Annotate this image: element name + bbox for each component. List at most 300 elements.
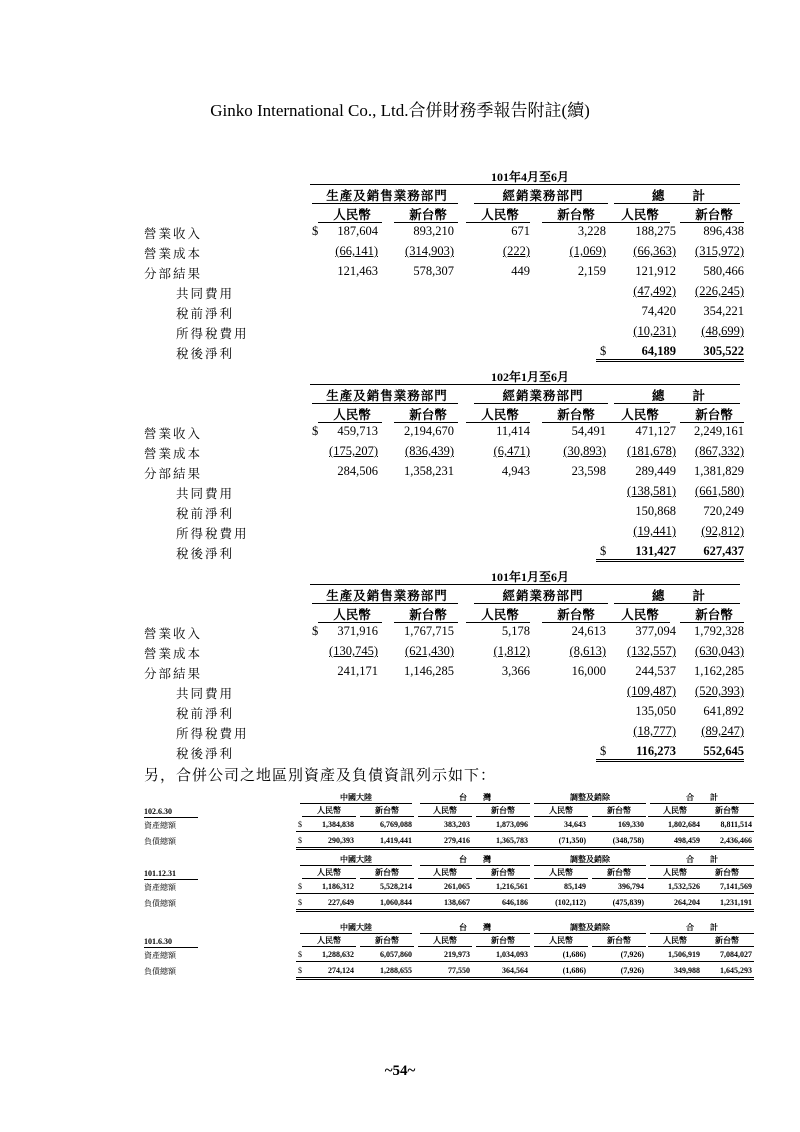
currency-header: 人民幣	[317, 806, 341, 815]
currency-rule	[394, 222, 458, 223]
period-rule	[310, 384, 740, 385]
currency-rule	[418, 946, 472, 947]
geo-table	[0, 792, 800, 852]
table-cell: 1,231,191	[720, 898, 752, 907]
table-cell: 671	[511, 224, 530, 238]
geo-group-header: 台 灣	[459, 923, 491, 932]
table-cell: 354,221	[703, 304, 744, 318]
table-cell: (1,069)	[569, 244, 606, 258]
row-label: 分部結果	[144, 267, 203, 281]
table-row	[0, 644, 800, 664]
geo-group-header: 台 灣	[459, 793, 491, 802]
table-cell: 449	[511, 264, 530, 278]
table-cell: 121,912	[635, 264, 676, 278]
period-rule	[310, 584, 740, 585]
segment-table	[0, 568, 800, 768]
segment-group-header: 生產及銷售業務部門	[326, 389, 448, 403]
table-cell: 150,868	[635, 504, 676, 518]
table-cell: 1,358,231	[404, 464, 454, 478]
table-cell: (661,580)	[695, 484, 744, 498]
row-label: 稅前淨利	[176, 307, 235, 321]
table-cell: 552,645	[664, 744, 744, 762]
currency-header: 人民幣	[663, 806, 687, 815]
table-row	[0, 724, 800, 744]
table-cell: 290,393	[328, 836, 354, 845]
group-rule	[312, 403, 458, 404]
table-cell: (226,245)	[695, 284, 744, 298]
row-rule	[296, 909, 754, 912]
row-label: 共同費用	[176, 287, 235, 301]
currency-header: 新台幣	[409, 608, 447, 622]
table-cell: 2,194,670	[404, 424, 454, 438]
geo-row-label: 負債總額	[144, 899, 176, 908]
segment-table	[0, 168, 800, 368]
currency-rule	[542, 422, 606, 423]
group-rule	[614, 203, 740, 204]
table-cell: 498,459	[674, 836, 700, 845]
currency-rule	[700, 946, 754, 947]
table-row	[0, 664, 800, 684]
table-cell: 1,146,285	[404, 664, 454, 678]
currency-symbol: $	[298, 836, 302, 845]
table-cell: 187,604	[337, 224, 378, 238]
table-cell: 34,643	[564, 820, 586, 829]
table-cell: (10,231)	[633, 324, 676, 338]
currency-header: 新台幣	[375, 868, 399, 877]
table-cell: 1,060,844	[380, 898, 412, 907]
table-cell: 4,943	[501, 464, 530, 478]
table-cell: (66,363)	[633, 244, 676, 258]
table-cell: 244,537	[635, 664, 676, 678]
table-row	[0, 524, 800, 544]
table-cell: 720,249	[703, 504, 744, 518]
currency-rule	[360, 946, 414, 947]
group-rule	[534, 865, 646, 866]
table-cell: (71,350)	[558, 836, 586, 845]
period-rule	[310, 184, 740, 185]
segment-group-header: 經銷業務部門	[502, 389, 584, 403]
table-cell: 274,124	[328, 966, 354, 975]
geo-row-label: 資產總額	[144, 883, 176, 892]
currency-header: 人民幣	[433, 868, 457, 877]
geo-group-header: 台 灣	[459, 855, 491, 864]
row-label: 營業成本	[144, 447, 203, 461]
table-cell: 5,178	[501, 624, 530, 638]
row-label: 稅前淨利	[176, 707, 235, 721]
currency-rule	[648, 816, 702, 817]
row-label: 營業收入	[144, 627, 203, 641]
currency-header: 新台幣	[715, 806, 739, 815]
group-rule	[614, 403, 740, 404]
table-cell: (102,112)	[555, 898, 586, 907]
table-cell: 1,802,684	[668, 820, 700, 829]
currency-rule	[534, 816, 588, 817]
row-label: 所得稅費用	[176, 727, 249, 741]
currency-rule	[606, 222, 670, 223]
table-row	[0, 244, 800, 264]
currency-rule	[302, 946, 356, 947]
currency-rule	[534, 946, 588, 947]
geo-group-header: 合 計	[686, 923, 718, 932]
table-cell: (315,972)	[695, 244, 744, 258]
row-rule	[296, 893, 754, 894]
row-label: 分部結果	[144, 667, 203, 681]
currency-header: 新台幣	[715, 868, 739, 877]
currency-header: 新台幣	[695, 608, 733, 622]
segment-group-header: 總 計	[651, 189, 706, 203]
currency-rule	[680, 222, 744, 223]
row-rule	[296, 847, 754, 850]
currency-symbol: $	[600, 744, 607, 758]
table-row	[0, 624, 800, 644]
table-cell: 893,210	[413, 224, 454, 238]
currency-header: 人民幣	[549, 936, 573, 945]
group-rule	[614, 603, 740, 604]
table-cell: 2,249,161	[694, 424, 744, 438]
table-cell: 1,506,919	[668, 950, 700, 959]
table-cell: 580,466	[703, 264, 744, 278]
table-cell: 349,988	[674, 966, 700, 975]
table-cell: (1,812)	[493, 644, 530, 658]
date-rule	[144, 879, 198, 880]
table-cell: 1,288,632	[322, 950, 354, 959]
currency-header: 新台幣	[491, 868, 515, 877]
table-cell: 289,449	[635, 464, 676, 478]
row-label: 營業成本	[144, 247, 203, 261]
row-label: 營業收入	[144, 427, 203, 441]
table-cell: (7,926)	[620, 950, 644, 959]
table-cell: 261,065	[444, 882, 470, 891]
group-rule	[300, 933, 412, 934]
currency-rule	[592, 946, 646, 947]
table-cell: 169,330	[618, 820, 644, 829]
table-cell: 3,366	[501, 664, 530, 678]
table-cell: 459,713	[337, 424, 378, 438]
currency-header: 人民幣	[663, 868, 687, 877]
geo-row-label: 負債總額	[144, 967, 176, 976]
table-cell: 364,564	[502, 966, 528, 975]
table-row	[0, 704, 800, 724]
table-cell: 11,414	[496, 424, 530, 438]
currency-symbol: $	[312, 224, 319, 238]
currency-header: 人民幣	[549, 806, 573, 815]
table-cell: (138,581)	[627, 484, 676, 498]
currency-rule	[360, 816, 414, 817]
currency-rule	[302, 816, 356, 817]
table-cell: 121,463	[337, 264, 378, 278]
currency-header: 新台幣	[557, 608, 595, 622]
table-cell: 6,057,860	[380, 950, 412, 959]
geo-group-header: 調整及銷除	[570, 855, 610, 864]
group-rule	[300, 865, 412, 866]
table-cell: 2,159	[577, 264, 606, 278]
currency-header: 人民幣	[621, 208, 659, 222]
table-cell: 1,532,526	[668, 882, 700, 891]
table-cell: 23,598	[571, 464, 606, 478]
table-cell: (89,247)	[701, 724, 744, 738]
currency-rule	[534, 878, 588, 879]
segment-group-header: 經銷業務部門	[502, 589, 584, 603]
table-cell: (475,839)	[612, 898, 644, 907]
table-cell: (222)	[502, 244, 530, 258]
currency-symbol: $	[298, 966, 302, 975]
geo-group-header: 中國大陸	[340, 855, 372, 864]
currency-rule	[318, 622, 382, 623]
table-cell: 1,792,328	[694, 624, 744, 638]
currency-header: 新台幣	[695, 208, 733, 222]
table-cell: (132,557)	[627, 644, 676, 658]
date-rule	[144, 817, 198, 818]
table-cell: 131,427	[596, 544, 676, 562]
table-row	[0, 424, 800, 444]
table-cell: (314,903)	[405, 244, 454, 258]
currency-header: 新台幣	[695, 408, 733, 422]
currency-rule	[542, 622, 606, 623]
table-cell: 1,645,293	[720, 966, 752, 975]
row-label: 稅後淨利	[176, 547, 235, 561]
group-rule	[534, 803, 646, 804]
geo-row-label: 負債總額	[144, 837, 176, 846]
currency-symbol: $	[600, 544, 607, 558]
currency-rule	[476, 878, 530, 879]
table-cell: 1,216,561	[496, 882, 528, 891]
geo-group-header: 合 計	[686, 855, 718, 864]
currency-header: 新台幣	[375, 936, 399, 945]
row-label: 共同費用	[176, 487, 235, 501]
table-cell: 7,141,569	[720, 882, 752, 891]
table-cell: 7,084,027	[720, 950, 752, 959]
currency-header: 人民幣	[433, 806, 457, 815]
table-cell: 383,203	[444, 820, 470, 829]
table-cell: 24,613	[571, 624, 606, 638]
table-cell: 2,436,466	[720, 836, 752, 845]
currency-header: 人民幣	[333, 408, 371, 422]
table-row	[0, 264, 800, 284]
currency-header: 新台幣	[607, 806, 631, 815]
table-cell: 5,528,214	[380, 882, 412, 891]
group-rule	[474, 203, 608, 204]
geo-group-header: 中國大陸	[340, 923, 372, 932]
group-rule	[312, 603, 458, 604]
table-cell: 138,667	[444, 898, 470, 907]
currency-header: 人民幣	[433, 936, 457, 945]
currency-rule	[318, 222, 382, 223]
table-cell: 227,649	[328, 898, 354, 907]
currency-rule	[394, 422, 458, 423]
table-cell: 219,973	[444, 950, 470, 959]
table-cell: 1,365,783	[496, 836, 528, 845]
table-cell: (348,758)	[612, 836, 644, 845]
currency-header: 人民幣	[549, 868, 573, 877]
group-rule	[474, 403, 608, 404]
currency-symbol: $	[298, 882, 302, 891]
geo-row-label: 資產總額	[144, 951, 176, 960]
group-rule	[300, 803, 412, 804]
table-cell: (621,430)	[405, 644, 454, 658]
currency-symbol: $	[312, 424, 319, 438]
row-label: 稅前淨利	[176, 507, 235, 521]
currency-rule	[418, 878, 472, 879]
group-rule	[650, 865, 754, 866]
table-cell: (181,678)	[627, 444, 676, 458]
currency-rule	[476, 816, 530, 817]
table-row	[0, 224, 800, 244]
geo-date: 101.6.30	[144, 937, 172, 946]
table-cell: 135,050	[635, 704, 676, 718]
row-label: 營業成本	[144, 647, 203, 661]
row-label: 稅後淨利	[176, 347, 235, 361]
geo-table	[0, 854, 800, 914]
currency-header: 人民幣	[317, 936, 341, 945]
currency-rule	[302, 878, 356, 879]
currency-header: 新台幣	[491, 936, 515, 945]
currency-header: 人民幣	[481, 208, 519, 222]
currency-header: 人民幣	[481, 408, 519, 422]
table-cell: 305,522	[664, 344, 744, 362]
currency-header: 人民幣	[333, 208, 371, 222]
currency-header: 人民幣	[317, 868, 341, 877]
table-row	[0, 484, 800, 504]
currency-header: 人民幣	[663, 936, 687, 945]
table-cell: 74,420	[641, 304, 676, 318]
page-title: Ginko International Co., Ltd.合併財務季報告附註(續)	[210, 101, 590, 120]
currency-rule	[542, 222, 606, 223]
table-cell: 377,094	[635, 624, 676, 638]
table-cell: (66,141)	[335, 244, 378, 258]
table-row	[0, 544, 800, 564]
currency-rule	[700, 878, 754, 879]
currency-symbol: $	[312, 624, 319, 638]
geo-group-header: 調整及銷除	[570, 923, 610, 932]
group-rule	[420, 865, 530, 866]
group-rule	[650, 933, 754, 934]
table-cell: (7,926)	[620, 966, 644, 975]
currency-rule	[466, 222, 530, 223]
currency-rule	[680, 622, 744, 623]
row-label: 分部結果	[144, 467, 203, 481]
row-rule	[296, 977, 754, 980]
currency-symbol: $	[298, 898, 302, 907]
currency-rule	[318, 422, 382, 423]
table-cell: 471,127	[635, 424, 676, 438]
table-cell: 279,416	[444, 836, 470, 845]
table-cell: (175,207)	[329, 444, 378, 458]
table-cell: 16,000	[571, 664, 606, 678]
table-row	[0, 444, 800, 464]
currency-header: 新台幣	[409, 408, 447, 422]
table-row	[0, 684, 800, 704]
row-rule	[296, 831, 754, 832]
table-cell: 1,162,285	[694, 664, 744, 678]
currency-rule	[680, 422, 744, 423]
table-cell: 1,186,312	[322, 882, 354, 891]
table-row	[0, 504, 800, 524]
geo-row-label: 資產總額	[144, 821, 176, 830]
table-cell: 85,149	[564, 882, 586, 891]
table-cell: 77,550	[448, 966, 470, 975]
currency-rule	[418, 816, 472, 817]
table-cell: (6,471)	[493, 444, 530, 458]
currency-rule	[466, 422, 530, 423]
table-cell: 64,189	[596, 344, 676, 362]
table-cell: (18,777)	[633, 724, 676, 738]
table-cell: 241,171	[337, 664, 378, 678]
currency-rule	[606, 622, 670, 623]
table-cell: 627,437	[664, 544, 744, 562]
table-row	[0, 304, 800, 324]
table-cell: 396,794	[618, 882, 644, 891]
geo-table	[0, 922, 800, 982]
currency-rule	[476, 946, 530, 947]
currency-header: 新台幣	[409, 208, 447, 222]
currency-rule	[700, 816, 754, 817]
segment-period: 102年1月至6月	[490, 370, 569, 384]
currency-header: 新台幣	[607, 868, 631, 877]
table-cell: (47,492)	[633, 284, 676, 298]
currency-header: 新台幣	[491, 806, 515, 815]
geo-group-header: 合 計	[686, 793, 718, 802]
page-number: ~54~	[384, 1063, 416, 1079]
table-cell: (867,332)	[695, 444, 744, 458]
table-cell: (48,699)	[701, 324, 744, 338]
table-row	[0, 464, 800, 484]
table-cell: (630,043)	[695, 644, 744, 658]
currency-header: 人民幣	[621, 408, 659, 422]
currency-rule	[466, 622, 530, 623]
row-label: 所得稅費用	[176, 327, 249, 341]
group-rule	[534, 933, 646, 934]
currency-header: 新台幣	[557, 208, 595, 222]
table-cell: 896,438	[703, 224, 744, 238]
geo-date: 101.12.31	[144, 869, 176, 878]
table-cell: 371,916	[337, 624, 378, 638]
group-rule	[474, 603, 608, 604]
table-row	[0, 744, 800, 764]
table-cell: 641,892	[703, 704, 744, 718]
row-label: 營業收入	[144, 227, 203, 241]
segment-period: 101年4月至6月	[490, 170, 569, 184]
row-label: 所得稅費用	[176, 527, 249, 541]
table-cell: 6,769,088	[380, 820, 412, 829]
table-cell: 3,228	[577, 224, 606, 238]
table-cell: 116,273	[596, 744, 676, 762]
group-rule	[312, 203, 458, 204]
table-cell: (8,613)	[569, 644, 606, 658]
table-cell: (109,487)	[627, 684, 676, 698]
table-cell: 8,811,514	[720, 820, 752, 829]
table-cell: 578,307	[413, 264, 454, 278]
currency-rule	[648, 878, 702, 879]
group-rule	[420, 803, 530, 804]
table-cell: 1,767,715	[404, 624, 454, 638]
currency-rule	[394, 622, 458, 623]
table-cell: 646,186	[502, 898, 528, 907]
currency-rule	[360, 878, 414, 879]
table-cell: (30,893)	[563, 444, 606, 458]
row-rule	[296, 961, 754, 962]
segment-table	[0, 368, 800, 568]
segment-group-header: 生產及銷售業務部門	[326, 589, 448, 603]
currency-rule	[606, 422, 670, 423]
table-cell: 1,873,096	[496, 820, 528, 829]
table-cell: 54,491	[571, 424, 606, 438]
table-cell: 284,506	[337, 464, 378, 478]
currency-header: 人民幣	[481, 608, 519, 622]
geo-intro: 另，合併公司之地區別資產及負債資訊列示如下：	[144, 768, 497, 784]
table-cell: 1,381,829	[694, 464, 744, 478]
table-cell: 264,204	[674, 898, 700, 907]
table-cell: 188,275	[635, 224, 676, 238]
